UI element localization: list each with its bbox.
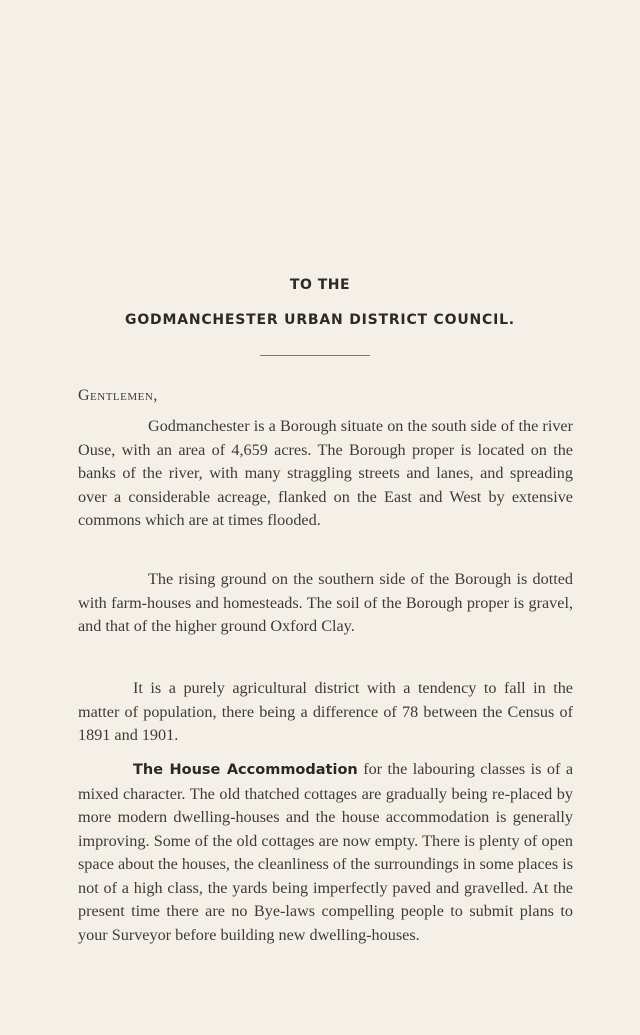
paragraph-house-accommodation [78,758,573,947]
paragraph-area: Godmanchester is a Borough situate on the south side of the river Ouse, with an area of 4,659 acres. The Borough proper is located on the banks of the river, with many straggling streets and lanes, and spreading over a considerable acreage, flanked on the East and West by extensive commons which are at times flooded. [78,417,573,529]
section-lead-house-accommodation: The House Accommodation [133,762,358,778]
salutation: Gentlemen, [78,387,158,404]
divider-rule [260,355,370,356]
paragraph-population: It is a purely agricultural district with a tendency to fall in the matter of population, there being a difference of 78 between the Census of 1891 and 1901. [78,679,573,744]
heading-to-the: TO THE [289,277,351,293]
paragraph-soil: The rising ground on the southern side of the Borough is dotted with farm-houses and homesteads. The soil of the Borough proper is gravel, and that of the higher ground Oxford Clay. [78,570,573,635]
heading-council-name: GODMANCHESTER URBAN DISTRICT COUNCIL. [125,312,515,328]
paragraph-house-accommodation-text: for the labouring classes is of a mixed character. The old thatched cottages are gradually being re-placed by more modern dwelling-houses and the house accommodation is generally improving. Some of the old cottages are now empty. There is plenty of open space about the houses, the cleanliness of the surroundings in some places is not of a high class, the yards being imperfectly paved and gravelled. At the present time there are no Bye-laws compelling people to submit plans to your Surveyor before building new dwelling-houses. [78,760,574,944]
